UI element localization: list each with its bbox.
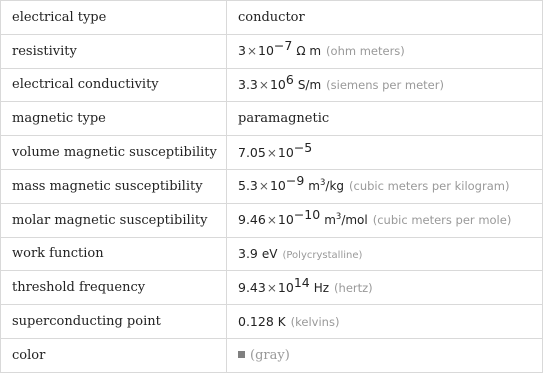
times-sign: × (258, 179, 269, 194)
row-label: electrical conductivity (1, 68, 227, 102)
times-sign: × (266, 213, 277, 228)
table-row (1, 338, 543, 372)
row-value (227, 102, 543, 136)
exponent: 6 (285, 71, 294, 87)
exponent-base: 10 (277, 279, 294, 295)
exponent: −10 (293, 207, 321, 223)
row-value (227, 237, 543, 271)
times-sign: × (266, 145, 277, 160)
table-row (1, 1, 543, 35)
row-value (227, 305, 543, 339)
row-value (227, 68, 543, 102)
color-name: (gray) (250, 347, 290, 363)
unit-base: m (324, 213, 336, 228)
exponent-base: 10 (269, 178, 286, 194)
unit (324, 213, 368, 227)
threshold-mantissa: 9.43 (238, 279, 266, 295)
exponent: −9 (285, 173, 305, 189)
exponent: −7 (273, 38, 293, 54)
row-label: resistivity (1, 34, 227, 68)
table-row (1, 34, 543, 68)
color-swatch (238, 351, 245, 358)
resistivity-mantissa: 3 (238, 43, 246, 59)
unit-rest: /mol (341, 213, 368, 228)
row-label: color (1, 338, 227, 372)
times-sign: × (246, 44, 258, 59)
row-label: molar magnetic susceptibility (1, 203, 227, 237)
row-value (227, 136, 543, 170)
exponent-base: 10 (269, 76, 286, 92)
row-value (227, 271, 543, 305)
supercond-value: 0.128 (238, 313, 274, 329)
row-label: volume magnetic susceptibility (1, 136, 227, 170)
row-label: magnetic type (1, 102, 227, 136)
unit-note: (hertz) (334, 280, 373, 295)
times-sign: × (266, 280, 277, 295)
unit-rest: /kg (325, 179, 345, 194)
row-value (227, 338, 543, 372)
unit-note: (ohm meters) (326, 44, 405, 59)
unit-note: (Polycrystalline) (282, 249, 363, 261)
table-row (1, 237, 543, 271)
unit (308, 179, 344, 193)
unit-base: m (308, 179, 320, 194)
exponent-base: 10 (277, 212, 294, 228)
unit-note: (kelvins) (290, 314, 340, 329)
table-row (1, 203, 543, 237)
table-row (1, 136, 543, 170)
unit: Hz (313, 280, 330, 295)
table-row (1, 305, 543, 339)
row-label: threshold frequency (1, 271, 227, 305)
unit-note: (cubic meters per kilogram) (349, 179, 510, 194)
molar-sus-mantissa: 9.46 (238, 212, 266, 228)
table-row (1, 68, 543, 102)
work-function-value: 3.9 (238, 245, 258, 261)
unit-exponent: 3 (320, 178, 326, 189)
exponent: −5 (293, 139, 313, 155)
unit: S/m (297, 77, 322, 92)
unit: eV (261, 246, 278, 261)
row-value (227, 1, 543, 35)
row-label: mass magnetic susceptibility (1, 169, 227, 203)
row-label: work function (1, 237, 227, 271)
row-value (227, 203, 543, 237)
unit-note: (cubic meters per mole) (372, 213, 512, 228)
vol-sus-mantissa: 7.05 (238, 144, 266, 160)
table-row (1, 271, 543, 305)
exponent-base: 10 (258, 43, 274, 59)
row-value (227, 169, 543, 203)
magnetic-type-value: paramagnetic (238, 111, 330, 127)
row-value (227, 34, 543, 68)
unit: Ω m (296, 44, 322, 59)
exponent-base: 10 (277, 144, 294, 160)
row-label: electrical type (1, 1, 227, 35)
exponent: 14 (293, 274, 310, 290)
row-label: superconducting point (1, 305, 227, 339)
conductivity-mantissa: 3.3 (238, 76, 258, 92)
unit-note: (siemens per meter) (326, 77, 444, 92)
table-row (1, 102, 543, 136)
electrical-type-value: conductor (238, 9, 305, 25)
table-row (1, 169, 543, 203)
unit-exponent: 3 (335, 212, 342, 223)
times-sign: × (258, 77, 269, 92)
unit: K (277, 314, 286, 329)
mass-sus-mantissa: 5.3 (238, 178, 258, 194)
